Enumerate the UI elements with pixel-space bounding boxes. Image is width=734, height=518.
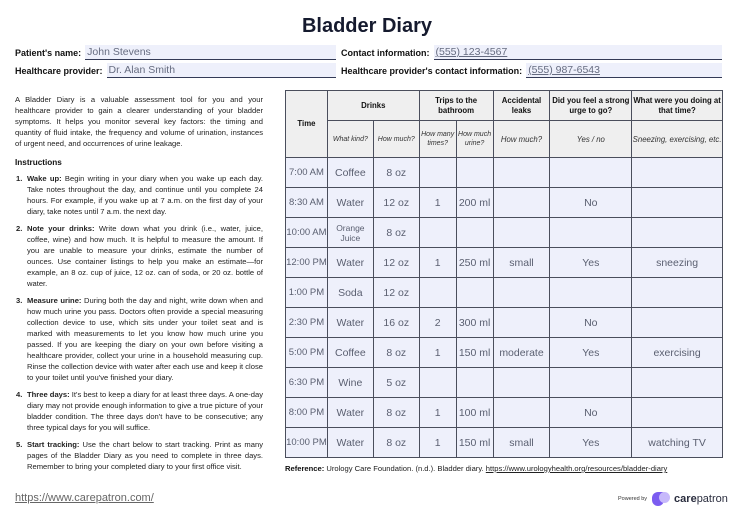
step-text: Write down what you drink (i.e., water, juice, coffee, wine) and how much. It is helpful to measure the amount. If you are unable to measure your drinks, estimate the number of ounces. Use container listings to help you make an estimate—for example, an 8 oz. cup of juice, 12 oz. can of soda, or 20 oz. bottle of water. [27, 224, 263, 288]
subheader-what-kind: What kind? [327, 121, 373, 158]
cell-leak[interactable]: small [493, 428, 550, 458]
cell-time[interactable]: 8:30 AM [286, 188, 328, 218]
step-number: 2. [16, 224, 23, 233]
cell-trips[interactable]: 1 [419, 428, 456, 458]
cell-urge[interactable]: No [550, 308, 632, 338]
cell-drink[interactable]: Water [327, 398, 373, 428]
cell-time[interactable]: 10:00 PM [286, 428, 328, 458]
cell-urge[interactable]: Yes [550, 248, 632, 278]
subheader-leak-how-much: How much? [493, 121, 550, 158]
header-doing: What were you doing at that time? [632, 91, 723, 121]
subheader-drink-how-much: How much? [373, 121, 419, 158]
step-number: 1. [16, 174, 23, 183]
cell-amount[interactable]: 5 oz [373, 368, 419, 398]
cell-drink[interactable]: Soda [327, 278, 373, 308]
table-row [286, 308, 723, 338]
cell-leak[interactable] [493, 368, 550, 398]
cell-activity[interactable] [632, 368, 723, 398]
cell-urine[interactable] [456, 278, 493, 308]
cell-trips[interactable] [419, 368, 456, 398]
cell-time[interactable]: 2:30 PM [286, 308, 328, 338]
subheader-activity-hint: Sneezing, exercising, etc. [632, 121, 723, 158]
cell-activity[interactable]: sneezing [632, 248, 723, 278]
cell-time[interactable]: 12:00 PM [286, 248, 328, 278]
cell-urine[interactable]: 150 ml [456, 428, 493, 458]
cell-drink[interactable]: Water [327, 428, 373, 458]
header-drinks: Drinks [327, 91, 419, 121]
brand-name [674, 493, 728, 505]
instruction-step [16, 295, 263, 383]
header-trips: Trips to the bathroom [419, 91, 493, 121]
cell-urge[interactable]: Yes [550, 338, 632, 368]
step-number: 3. [16, 296, 23, 305]
patient-name-input[interactable]: John Stevens [85, 45, 336, 60]
step-text: Use the chart below to start tracking. Print as many pages of the Bladder Diary as you need to complete in three days. Remember to bring your completed diary to your first office visit. [27, 440, 263, 471]
subheader-how-much-urine: How much urine? [456, 121, 493, 158]
cell-drink[interactable]: Wine [327, 368, 373, 398]
reference-text: Urology Care Foundation. (n.d.). Bladder diary. [324, 464, 486, 473]
step-heading: Wake up: [27, 174, 62, 183]
provider-field [15, 63, 336, 78]
step-text: During both the day and night, write down when and how much urine you pass. Doctors often provide a special measuring collection device to use, which sits under your toilet seat and is marked with measurements to let you know how much urine you passed. If you are keeping the diary on your own before visiting a healthcare provider, collect your urine in a household measuring cup. Rinse the collection device with water after each use and keep it close to your toilet until you've finished your diary. [27, 296, 263, 382]
cell-drink[interactable]: Water [327, 308, 373, 338]
cell-time[interactable]: 5:00 PM [286, 338, 328, 368]
cell-drink[interactable]: Water [327, 248, 373, 278]
instructions-panel [15, 94, 263, 478]
cell-leak[interactable]: small [493, 248, 550, 278]
cell-activity[interactable] [632, 308, 723, 338]
cell-trips[interactable] [419, 218, 456, 248]
cell-drink[interactable]: Coffee [327, 158, 373, 188]
cell-trips[interactable]: 2 [419, 308, 456, 338]
cell-urge[interactable]: Yes [550, 428, 632, 458]
cell-urine[interactable] [456, 218, 493, 248]
cell-activity[interactable] [632, 188, 723, 218]
cell-time[interactable]: 10:00 AM [286, 218, 328, 248]
step-heading: Note your drinks: [27, 224, 95, 233]
cell-time[interactable]: 6:30 PM [286, 368, 328, 398]
cell-trips[interactable]: 1 [419, 188, 456, 218]
cell-amount[interactable]: 16 oz [373, 308, 419, 338]
cell-leak[interactable] [493, 278, 550, 308]
step-text: It's best to keep a diary for at least three days. A one-day diary may not provide enough information to give a true picture of your bladder condition. The three days don't have to be consecutive; any three typical days for you will suffice. [27, 390, 263, 432]
cell-leak[interactable]: moderate [493, 338, 550, 368]
powered-by-label: Powered by [618, 496, 648, 502]
cell-leak[interactable] [493, 398, 550, 428]
instruction-step [16, 389, 263, 433]
cell-activity[interactable] [632, 278, 723, 308]
brand-rest: patron [696, 493, 728, 505]
cell-drink[interactable]: Water [327, 188, 373, 218]
subheader-how-many-times: How many times? [419, 121, 456, 158]
table-row [286, 278, 723, 308]
cell-leak[interactable] [493, 308, 550, 338]
cell-urge[interactable] [550, 158, 632, 188]
table-row [286, 398, 723, 428]
cell-activity[interactable] [632, 218, 723, 248]
carepatron-logo-icon [652, 492, 670, 506]
provider-contact-input[interactable]: (555) 987-6543 [526, 63, 722, 78]
instruction-step [16, 223, 263, 289]
cell-urine[interactable] [456, 158, 493, 188]
patient-name-field [15, 45, 336, 60]
cell-time[interactable]: 8:00 PM [286, 398, 328, 428]
cell-trips[interactable] [419, 278, 456, 308]
contact-label: Contact information: [341, 48, 430, 58]
reference-note [285, 464, 667, 473]
cell-amount[interactable]: 8 oz [373, 338, 419, 368]
header-urge: Did you feel a strong urge to go? [550, 91, 632, 121]
cell-trips[interactable] [419, 158, 456, 188]
patient-name-label: Patient's name: [15, 48, 82, 58]
table-row [286, 368, 723, 398]
instruction-step [16, 173, 263, 217]
cell-urge[interactable] [550, 218, 632, 248]
reference-label: Reference: [285, 464, 325, 473]
cell-time[interactable]: 1:00 PM [286, 278, 328, 308]
page-title: Bladder Diary [301, 15, 433, 37]
cell-amount[interactable]: 12 oz [373, 278, 419, 308]
header-leaks: Accidental leaks [493, 91, 550, 121]
header-time: Time [286, 91, 328, 158]
table-row [286, 428, 723, 458]
table-row [286, 218, 723, 248]
step-heading: Measure urine: [27, 296, 82, 305]
table-row [286, 188, 723, 218]
cell-urine[interactable]: 300 ml [456, 308, 493, 338]
cell-drink[interactable]: Coffee [327, 338, 373, 368]
provider-contact-field [341, 63, 722, 78]
cell-trips[interactable]: 1 [419, 398, 456, 428]
instruction-step [16, 439, 263, 472]
table-row [286, 338, 723, 368]
cell-leak[interactable] [493, 188, 550, 218]
step-heading: Three days: [27, 390, 70, 399]
cell-trips[interactable]: 1 [419, 248, 456, 278]
contact-input[interactable]: (555) 123-4567 [434, 45, 723, 60]
cell-urge[interactable] [550, 368, 632, 398]
cell-amount[interactable]: 12 oz [373, 188, 419, 218]
cell-drink[interactable]: Orange Juice [327, 218, 373, 248]
cell-leak[interactable] [493, 218, 550, 248]
cell-urine[interactable]: 150 ml [456, 338, 493, 368]
step-number: 5. [16, 440, 23, 449]
provider-contact-label: Healthcare provider's contact information: [341, 66, 523, 76]
step-heading: Start tracking: [27, 440, 80, 449]
step-text: Begin writing in your diary when you wake up each day. Take notes throughout the day, and continue until you complete 24 hours. For example, if you wake up at 7 a.m. on the first day of your diary, take notes until 7 a.m. the next day. [27, 174, 263, 216]
cell-leak[interactable] [493, 158, 550, 188]
cell-amount[interactable]: 8 oz [373, 428, 419, 458]
brand-bold: care [674, 493, 697, 505]
step-number: 4. [16, 390, 23, 399]
cell-urine[interactable]: 200 ml [456, 188, 493, 218]
instructions-heading: Instructions [15, 158, 62, 167]
bladder-diary-table [285, 90, 723, 458]
cell-urge[interactable]: No [550, 188, 632, 218]
cell-amount[interactable]: 8 oz [373, 398, 419, 428]
provider-label: Healthcare provider: [15, 66, 103, 76]
instructions-list [15, 173, 263, 472]
subheader-yes-no: Yes / no [550, 121, 632, 158]
reference-link[interactable]: https://www.urologyhealth.org/resources/bladder-diary [485, 464, 668, 473]
cell-activity[interactable] [632, 398, 723, 428]
table-row [286, 248, 723, 278]
cell-urge[interactable] [550, 278, 632, 308]
cell-time[interactable]: 7:00 AM [286, 158, 328, 188]
provider-input[interactable]: Dr. Alan Smith [107, 63, 336, 78]
powered-by-badge [618, 492, 728, 506]
cell-activity[interactable]: watching TV [632, 428, 723, 458]
cell-activity[interactable]: exercising [632, 338, 723, 368]
intro-paragraph: A Bladder Diary is a valuable assessment tool for you and your healthcare provider to gain a clearer understanding of your bladder symptoms. It helps you monitor several key factors: the timing and quantity of fluid intake, the frequency and volume of urination, instances of urgent need, and occurrences of urine leakage. [15, 95, 263, 148]
table-row [286, 158, 723, 188]
cell-amount[interactable]: 8 oz [373, 218, 419, 248]
carepatron-site-link[interactable]: https://www.carepatron.com/ [15, 492, 154, 504]
cell-urine[interactable] [456, 368, 493, 398]
cell-urge[interactable]: No [550, 398, 632, 428]
cell-activity[interactable] [632, 158, 723, 188]
cell-trips[interactable]: 1 [419, 338, 456, 368]
contact-field [341, 45, 722, 60]
cell-amount[interactable]: 12 oz [373, 248, 419, 278]
cell-urine[interactable]: 250 ml [456, 248, 493, 278]
cell-urine[interactable]: 100 ml [456, 398, 493, 428]
cell-amount[interactable]: 8 oz [373, 158, 419, 188]
